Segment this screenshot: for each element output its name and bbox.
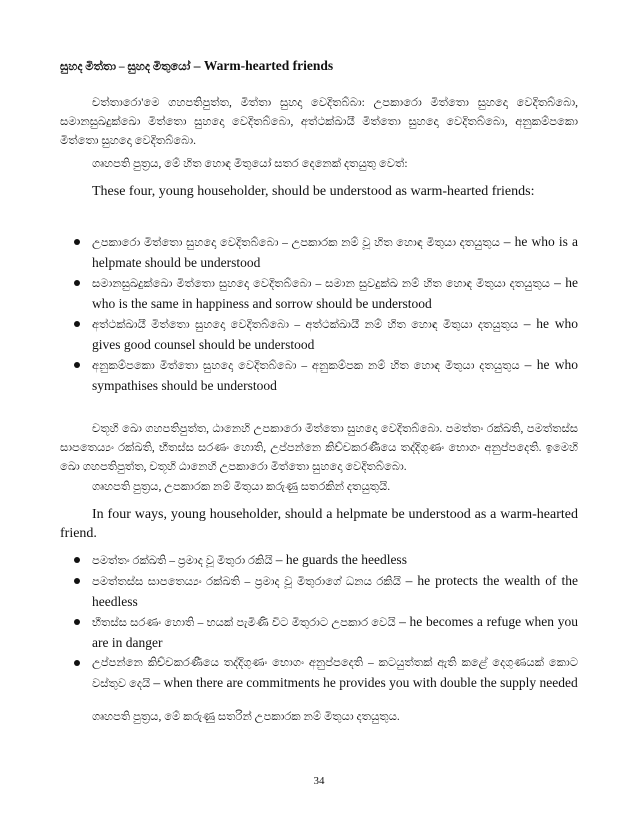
heading-sinhala: සුහද මිත්තා – සුහද මිතුයෝ <box>60 61 191 73</box>
bullet-icon <box>74 362 80 368</box>
heading-english: – Warm-hearted friends <box>193 58 334 73</box>
bullet-icon <box>74 557 80 563</box>
sinhala-paragraph: ගෘහපති පුත්‍රය, මේ කරුණු සතරින් උපකාරක නම් මිතුයා දතයුතුය. <box>92 711 400 723</box>
sinhala-paragraph: ගෘහපති පුත්‍රය, උපකාරක නම් මිතුයා කරුණු සතරකින් දතයුතුයි. <box>92 481 391 493</box>
list-item-english: – when there are commitments he provides you with double the supply needed <box>153 675 578 690</box>
list-item-sinhala: උපකාරො මිත්තො සුහදො වෙදිතබ්බො – උපකාරක නම් වූ හිත හොඳ මිතුයා දතයුතුය <box>92 237 500 249</box>
list-item-english: – he protects the wealth of the heedless <box>92 573 578 609</box>
list-item-sinhala: සමානසුඛදුක්ඛො මිත්තො සුහදො වෙදිතබ්බො – සමාන සුවදුක්ඛ නම් හිත හොඳ මිතුයා දතයුතුය <box>92 278 550 290</box>
list-item-sinhala: උප්පන්නෙ කිච්චකරණීයෙ තද්දිගුණං භොගං අනුප්පදෙති – කටයුත්තක් ඇති කළේ දෙගුණයක් කොට වස්තුව දෙයි <box>92 657 578 690</box>
pali-paragraph: චතූහි ඛො ගහපතිපුත්ත, ඨානෙහි උපකාරො මිත්තො සුහදො වෙදිතබ්බො. පමත්තං රක්ඛති, පමත්තස්ස සාපතෙය්‍යං රක්ඛති, භීතස්ස සරණං හොති, උප්පන්නෙ කිච්චකරණීයෙ තද්දිගුණං භොගං අනුප්පදෙති. ඉමෙහි ඛො ගහපතිපුත්ත, චතූහි ඨානෙහි උපකාරො මිත්තො සුහදො වෙදිතබ්බො. <box>60 423 578 473</box>
bullet-list-helpmate-ways <box>66 550 578 694</box>
list-item-english: – he becomes a refuge when you are in danger <box>92 614 579 650</box>
list-item-english: – he guards the heedless <box>275 552 407 567</box>
list-item <box>66 273 578 314</box>
list-item <box>66 232 578 273</box>
list-item <box>66 550 578 571</box>
list-item <box>66 653 578 694</box>
bullet-icon <box>74 619 80 625</box>
list-item-english: – he who is the same in happiness and sorrow should be understood <box>92 275 578 311</box>
list-item <box>66 612 578 653</box>
english-paragraph: In four ways, young householder, should a helpmate be understood as a warm-hearted friend. <box>60 507 578 541</box>
sinhala-paragraph: ගෘහපති පුත්‍රය, මේ හිත හොඳ මිතුයෝ සතර දෙනෙක් දතයුතු වෙත්: <box>92 158 408 170</box>
list-item <box>66 571 578 612</box>
list-item-sinhala: භීතස්ස සරණං හොති – භයක් පැමිණි විට මිතුරාට උපකාර වෙයි <box>92 617 396 629</box>
bullet-icon <box>74 660 80 666</box>
list-item-english: – he who gives good counsel should be understood <box>92 316 579 352</box>
list-item-sinhala: අනුකම්පකො මිත්තො සුහදො වෙදිතබ්බො – අනුකම්පක නම් හිත හොඳ මිතුයා දතයුතුය <box>92 360 520 372</box>
list-item-english: – he who is a helpmate should be understood <box>92 234 578 270</box>
bullet-icon <box>74 578 80 584</box>
list-item <box>66 355 578 396</box>
bullet-icon <box>74 280 80 286</box>
bullet-list-friend-types <box>66 232 578 396</box>
list-item-sinhala: පමත්තං රක්ඛති – ප්‍රමාද වූ මිතුරා රකියි <box>92 555 273 567</box>
bullet-icon <box>74 321 80 327</box>
list-item-sinhala: අත්ථක්ඛායී මිත්තො සුහදො වෙදිතබ්බො – අත්ථක්ඛායී නම් හිත හොඳ මිතුයා දතයුතුය <box>92 319 519 331</box>
list-item <box>66 314 578 355</box>
english-paragraph: These four, young householder, should be understood as warm-hearted friends: <box>92 184 535 199</box>
list-item-english: – he who sympathises should be understood <box>92 357 578 393</box>
pali-paragraph: චත්තාරො'මෙ ගහපතිපුත්ත, මිත්තා සුහදා වෙදිතබ්බා: උපකාරො මිත්තො සුහදො වෙදිතබ්බො, සමානසුඛදුක්ඛො මිත්තො සුහදො වෙදිතබ්බො, අත්ථක්ඛායී මිත්තො සුහදො වෙදිතබ්බො, අනුකම්පකො මිත්තො සුහදො වෙදිතබ්බො. <box>60 97 578 147</box>
section-heading <box>60 58 333 74</box>
list-item-sinhala: පමත්තස්ස සාපතෙය්‍යං රක්ඛති – ප්‍රමාද වූ මිතුරාගේ ධනය රකියි <box>92 576 401 588</box>
bullet-icon <box>74 239 80 245</box>
page-number: 34 <box>313 775 325 787</box>
